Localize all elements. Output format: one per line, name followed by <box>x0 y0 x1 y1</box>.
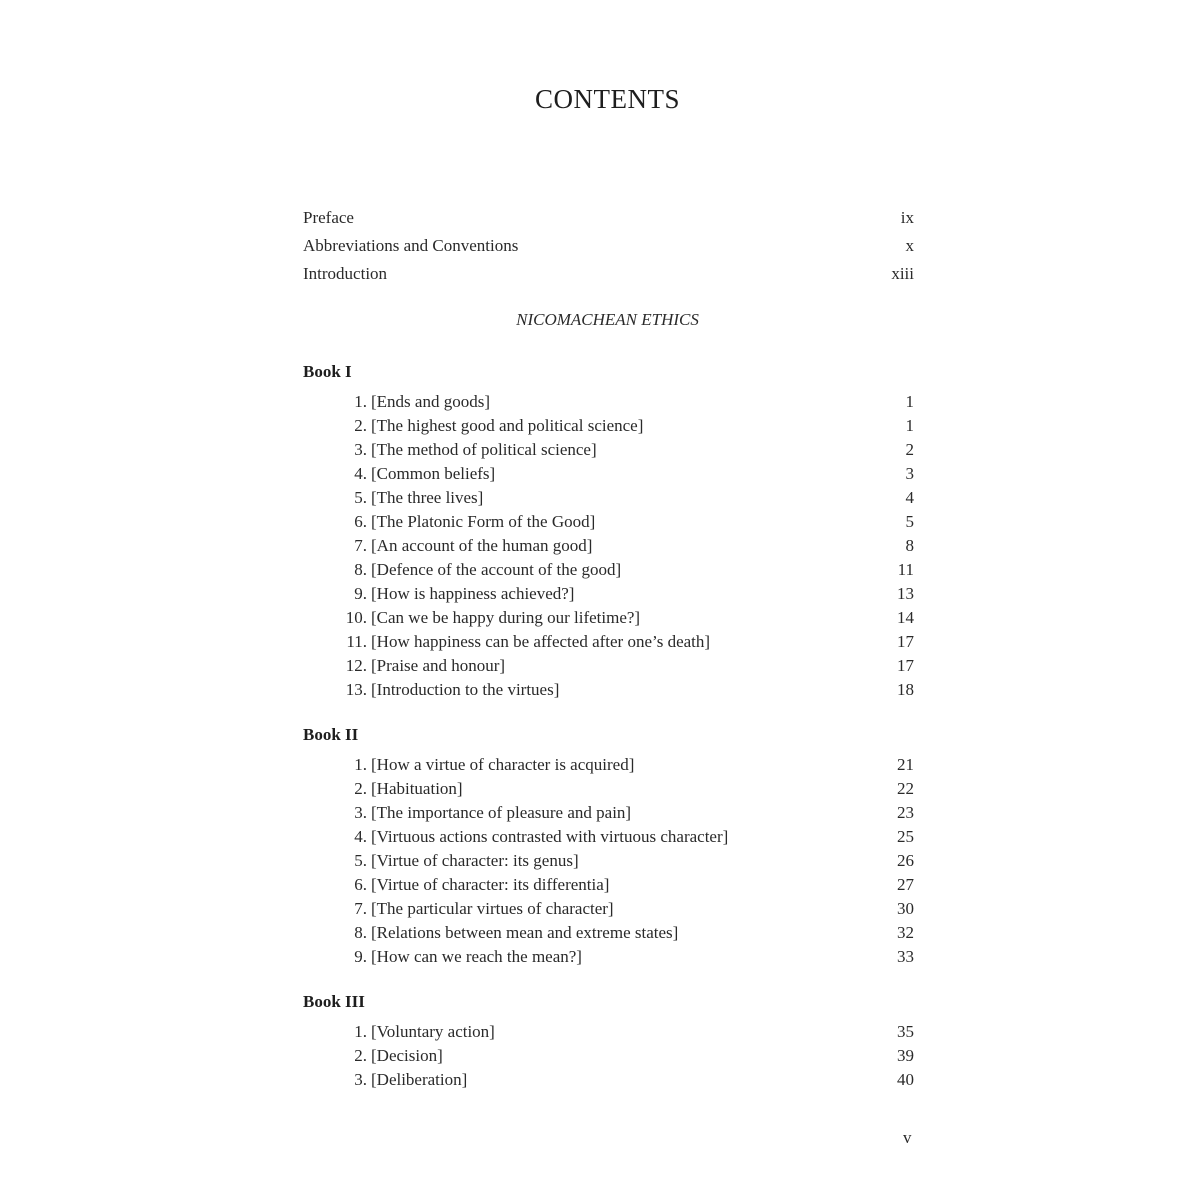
toc-entry <box>303 654 914 678</box>
toc-entry-page: 1 <box>905 416 914 435</box>
toc-entry-page: 33 <box>897 947 914 966</box>
toc-entry <box>303 534 914 558</box>
toc-entry-label: [The Platonic Form of the Good] <box>371 512 596 531</box>
toc-entry-page: 25 <box>897 827 914 846</box>
toc-entry-number: 7. <box>354 536 367 555</box>
toc-entry-page: 22 <box>897 779 914 798</box>
toc-entry-page: 26 <box>897 851 914 870</box>
toc-entry-number: 9. <box>354 947 367 966</box>
toc-entry <box>303 825 914 849</box>
toc-entry-label: [The importance of pleasure and pain] <box>371 803 632 822</box>
toc-entry-page: 1 <box>905 392 914 411</box>
toc-entry-page: 14 <box>897 608 914 627</box>
toc-entry-page: 13 <box>897 584 914 603</box>
toc-entry-page: 32 <box>897 923 914 942</box>
toc-entry-text <box>303 582 574 606</box>
toc-entry-label: [Virtue of character: its differentia] <box>371 875 610 894</box>
toc-entry-preface <box>303 204 914 232</box>
toc-entry-label: Introduction <box>303 264 388 283</box>
toc-entry-text <box>303 825 728 849</box>
toc-entry <box>303 1044 914 1068</box>
toc-entry-label: [Virtuous actions contrasted with virtuous character] <box>371 827 729 846</box>
toc-entry-label: [Praise and honour] <box>371 656 506 675</box>
toc-entry-label: [How is happiness achieved?] <box>371 584 575 603</box>
toc-entry <box>303 414 914 438</box>
toc-entry <box>303 897 914 921</box>
toc-entry-number: 10. <box>345 608 367 627</box>
toc-entry-number: 8. <box>354 560 367 579</box>
toc-entry <box>303 630 914 654</box>
toc-entry-text <box>303 510 595 534</box>
toc-entry-text <box>303 921 678 945</box>
toc-entry-text <box>303 777 463 801</box>
toc-entry-page: 5 <box>905 512 914 531</box>
toc-entry-page: xiii <box>891 264 914 283</box>
toc-entry-label: [How can we reach the mean?] <box>371 947 582 966</box>
work-title: NICOMACHEAN ETHICS <box>516 310 699 329</box>
toc-entry-label: [Ends and goods] <box>371 392 490 411</box>
page-title: CONTENTS <box>535 84 680 114</box>
toc-entry <box>303 801 914 825</box>
toc-entry-label: [The highest good and political science] <box>371 416 644 435</box>
toc-entry-page: 2 <box>905 440 914 459</box>
toc-entry-text <box>303 534 592 558</box>
toc-entry <box>303 462 914 486</box>
toc-entry-label: [Common beliefs] <box>371 464 496 483</box>
toc-entry-page: 27 <box>897 875 914 894</box>
toc-entry-label: [The particular virtues of character] <box>371 899 614 918</box>
toc-entry-text <box>303 897 614 921</box>
toc-entry-number: 8. <box>354 923 367 942</box>
toc-entry <box>303 486 914 510</box>
toc-entry-text <box>303 849 579 873</box>
toc-entry-text <box>303 630 710 654</box>
toc-entry-text <box>303 801 631 825</box>
toc-entry-number: 3. <box>354 1070 367 1089</box>
toc-entry-label: [Introduction to the virtues] <box>371 680 560 699</box>
toc-entry-text <box>303 390 490 414</box>
toc-entry-text <box>303 945 582 969</box>
toc-entry <box>303 849 914 873</box>
toc-entry-text <box>303 753 634 777</box>
toc-entry-number: 4. <box>354 464 367 483</box>
toc-entry-text <box>303 606 640 630</box>
toc-entry-page: 39 <box>897 1046 914 1065</box>
toc-entry <box>303 390 914 414</box>
book-section <box>303 360 914 702</box>
toc-entry-number: 2. <box>354 416 367 435</box>
toc-entry-number: 6. <box>354 875 367 894</box>
book-heading: Book III <box>303 992 365 1011</box>
toc-entry <box>303 558 914 582</box>
toc-entry <box>303 678 914 702</box>
toc-entry-label: [Virtue of character: its genus] <box>371 851 579 870</box>
toc-entry-number: 5. <box>354 851 367 870</box>
toc-entry-text <box>303 1068 467 1092</box>
book-heading: Book I <box>303 362 352 381</box>
toc-entry-page: ix <box>900 208 914 227</box>
toc-entry-label: [Deliberation] <box>371 1070 468 1089</box>
toc-entry-text <box>303 654 505 678</box>
toc-entry-label: Preface <box>303 208 354 227</box>
toc-entry-number: 13. <box>345 680 367 699</box>
toc-entry-page: 4 <box>905 488 914 507</box>
toc-entry-page: 35 <box>897 1022 914 1041</box>
toc-entry <box>303 921 914 945</box>
toc-entry-label: [The method of political science] <box>371 440 597 459</box>
toc-entry-page: 17 <box>897 656 914 675</box>
toc-entry-page: 21 <box>897 755 914 774</box>
toc-entry <box>303 873 914 897</box>
toc-entry <box>303 777 914 801</box>
toc-entry-page: 23 <box>897 803 914 822</box>
toc-entry-page: 3 <box>905 464 914 483</box>
toc-entry-page: 8 <box>905 536 914 555</box>
toc-entry-number: 1. <box>354 392 367 411</box>
toc-entry-number: 5. <box>354 488 367 507</box>
toc-entry-number: 7. <box>354 899 367 918</box>
toc-entry-number: 3. <box>354 803 367 822</box>
toc-entry-text <box>303 1044 443 1068</box>
toc-entry-introduction <box>303 260 914 288</box>
toc-entry-number: 6. <box>354 512 367 531</box>
toc-entry-number: 1. <box>354 755 367 774</box>
toc-entry-text <box>303 462 495 486</box>
page-number: v <box>903 1128 912 1147</box>
toc-entry-page: 18 <box>897 680 914 699</box>
toc-entry <box>303 606 914 630</box>
toc-entry-number: 11. <box>346 632 367 651</box>
toc-entry-label: [How a virtue of character is acquired] <box>371 755 635 774</box>
toc-entry <box>303 582 914 606</box>
toc-entry-text <box>303 414 643 438</box>
front-matter-list <box>303 204 914 288</box>
toc-entry-text <box>303 1020 495 1044</box>
toc-entry-text <box>303 558 621 582</box>
toc-entry-text <box>303 438 597 462</box>
toc-entry <box>303 945 914 969</box>
toc-entry-number: 2. <box>354 779 367 798</box>
toc-entry-label: [How happiness can be affected after one’s death] <box>371 632 711 651</box>
toc-entry-label: Abbreviations and Conventions <box>303 236 519 255</box>
toc-entry <box>303 1020 914 1044</box>
toc-entry-page: 17 <box>897 632 914 651</box>
toc-entry-number: 9. <box>354 584 367 603</box>
toc-entry <box>303 1068 914 1092</box>
toc-entry-label: [Can we be happy during our lifetime?] <box>371 608 641 627</box>
toc-entry-label: [Defence of the account of the good] <box>371 560 622 579</box>
book-heading: Book II <box>303 725 359 744</box>
toc-entry-number: 1. <box>354 1022 367 1041</box>
book-section <box>303 990 914 1092</box>
toc-entry-page: 11 <box>897 560 914 579</box>
toc-entry-label: [An account of the human good] <box>371 536 593 555</box>
toc-entry-number: 12. <box>345 656 367 675</box>
toc-entry-page: 40 <box>897 1070 914 1089</box>
toc-entry-label: [Relations between mean and extreme states] <box>371 923 679 942</box>
toc-entry-page: x <box>905 236 914 255</box>
toc-entry <box>303 438 914 462</box>
toc-entry-label: [The three lives] <box>371 488 484 507</box>
toc-entry <box>303 510 914 534</box>
toc-entry <box>303 753 914 777</box>
toc-entry-label: [Decision] <box>371 1046 443 1065</box>
toc-entry-number: 2. <box>354 1046 367 1065</box>
book-section <box>303 723 914 969</box>
toc-entry-text <box>303 678 559 702</box>
toc-entry-page: 30 <box>897 899 914 918</box>
toc-entry-number: 3. <box>354 440 367 459</box>
toc-entry-label: [Habituation] <box>371 779 463 798</box>
toc-entry-abbreviations <box>303 232 914 260</box>
toc-entry-number: 4. <box>354 827 367 846</box>
toc-entry-text <box>303 486 483 510</box>
toc-entry-label: [Voluntary action] <box>371 1022 495 1041</box>
toc-entry-text <box>303 873 609 897</box>
